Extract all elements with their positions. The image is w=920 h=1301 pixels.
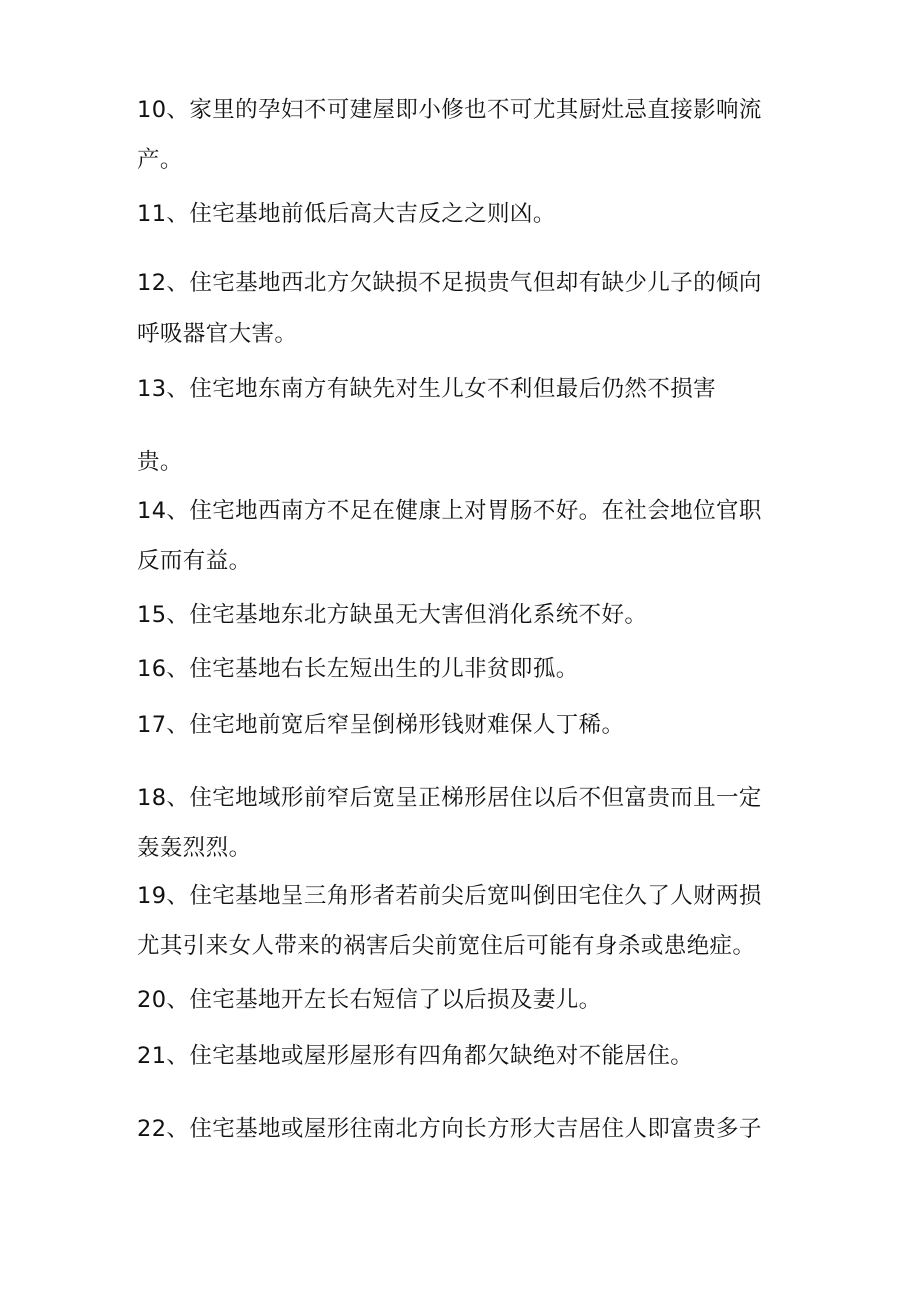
text-line-item-22: 22、住宅基地或屋形往南北方向长方形大吉居住人即富贵多子 <box>137 1116 762 1142</box>
text-line-item-12-line-2: 呼吸器官大害。 <box>137 321 298 347</box>
text-line-item-15: 15、住宅基地东北方缺虽无大害但消化系统不好。 <box>137 602 648 628</box>
text-line-item-17: 17、住宅地前宽后窄呈倒梯形钱财难保人丁稀。 <box>137 712 625 738</box>
text-line-item-18-line-2: 轰轰烈烈。 <box>137 835 252 861</box>
text-line-item-13-line-1: 13、住宅地东南方有缺先对生儿女不利但最后仍然不损害 <box>137 376 717 402</box>
text-line-item-11: 11、住宅基地前低后高大吉反之之则凶。 <box>137 201 556 227</box>
text-line-item-20: 20、住宅基地开左长右短信了以后损及妻儿。 <box>137 987 602 1013</box>
text-line-item-18-line-1: 18、住宅地域形前窄后宽呈正梯形居住以后不但富贵而且一定 <box>137 785 762 811</box>
text-line-item-16: 16、住宅基地右长左短出生的儿非贫即孤。 <box>137 656 579 682</box>
text-line-item-14-line-1: 14、住宅地西南方不足在健康上对胃肠不好。在社会地位官职 <box>137 498 762 524</box>
text-line-item-12-line-1: 12、住宅基地西北方欠缺损不足损贵气但却有缺少儿子的倾向 <box>137 270 762 296</box>
text-line-item-19-line-1: 19、住宅基地呈三角形者若前尖后宽叫倒田宅住久了人财两损 <box>137 883 762 909</box>
text-line-item-19-line-2: 尤其引来女人带来的祸害后尖前宽住后可能有身杀或患绝症。 <box>137 933 756 959</box>
text-line-item-10-line-1: 10、家里的孕妇不可建屋即小修也不可尤其厨灶忌直接影响流 <box>137 97 762 123</box>
text-line-item-10-line-2: 产。 <box>137 147 183 173</box>
text-line-item-21: 21、住宅基地或屋形屋形有四角都欠缺绝对不能居住。 <box>137 1043 694 1069</box>
text-line-item-13-line-2: 贵。 <box>137 449 183 475</box>
text-line-item-14-line-2: 反而有益。 <box>137 548 252 574</box>
